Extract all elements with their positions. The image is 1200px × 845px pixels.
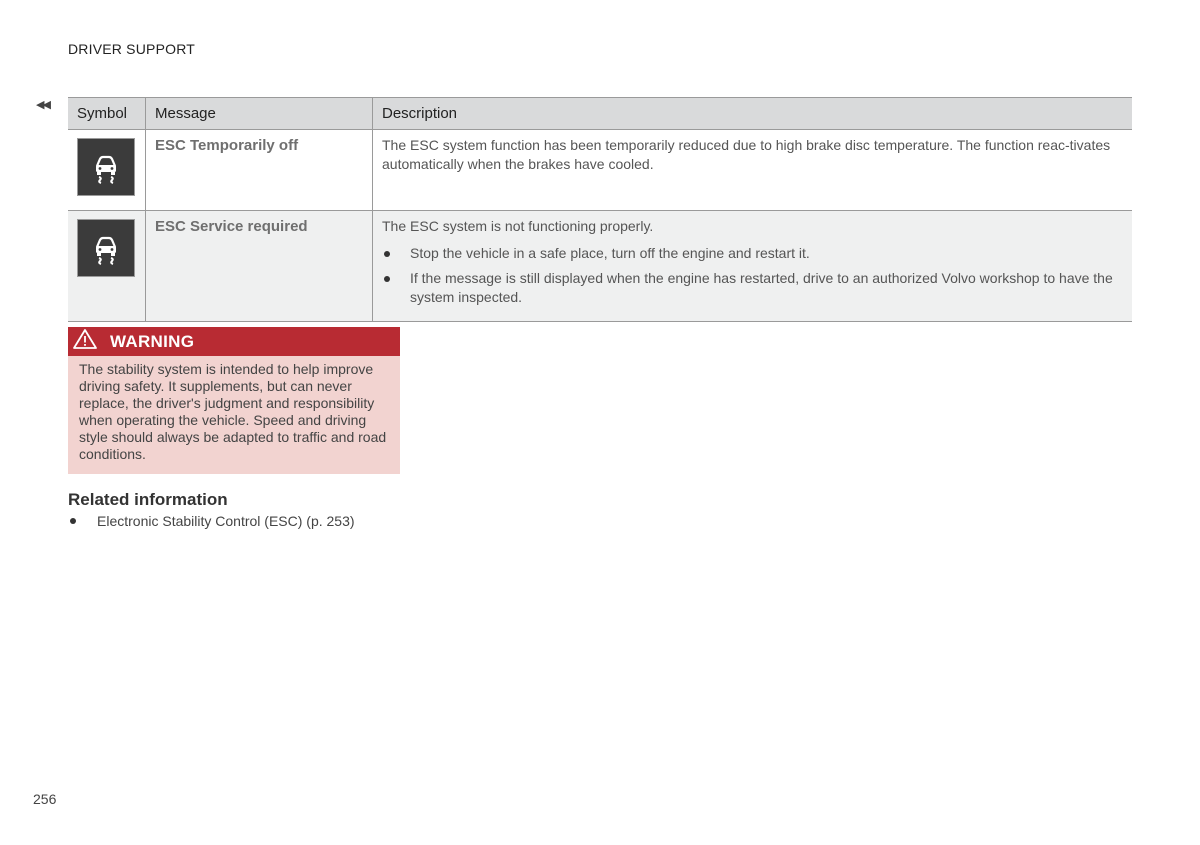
list-item: Stop the vehicle in a safe place, turn off the engine and restart it. [382,244,1122,263]
related-list [68,512,355,530]
table-row [68,130,1132,211]
previous-page-icon[interactable]: ◀◀ [36,99,49,111]
description-text: The ESC system function has been temporarily reduced due to high brake disc temperature. The function reac-tivates automatically when the brakes have cooled. [382,137,1111,172]
table-header-row [68,98,1132,130]
message-cell: ESC Temporarily off [146,130,373,211]
description-cell [373,211,1133,322]
description-cell [373,130,1133,211]
list-item: If the message is still displayed when the engine has restarted, drive to an authorized Volvo workshop to have the system inspected. [382,269,1122,307]
message-table [68,97,1132,322]
description-text: The ESC system is not functioning properly. [382,218,654,234]
warning-text: The stability system is intended to help improve driving safety. It supplements, but can never replace, the driver's judgment and responsibility when operating the vehicle. Speed and driving style should always be adapted to traffic and road conditions. [79,361,387,462]
symbol-cell [68,130,146,211]
symbol-cell [68,211,146,322]
esc-skid-car-icon [77,138,135,196]
header-description: Description [373,98,1133,130]
esc-skid-car-icon [77,219,135,277]
section-title: DRIVER SUPPORT [68,41,196,57]
warning-box [68,327,400,474]
warning-label: WARNING [110,331,195,351]
related-link[interactable]: Electronic Stability Control (ESC) (p. 253) [68,512,355,530]
header-message: Message [146,98,373,130]
page-number: 256 [33,791,57,807]
warning-triangle-icon [72,328,98,355]
table-row [68,211,1132,322]
related-information-title: Related information [68,490,228,509]
message-cell: ESC Service required [146,211,373,322]
warning-header [68,327,400,356]
header-symbol: Symbol [68,98,146,130]
description-bullets [382,244,1122,307]
